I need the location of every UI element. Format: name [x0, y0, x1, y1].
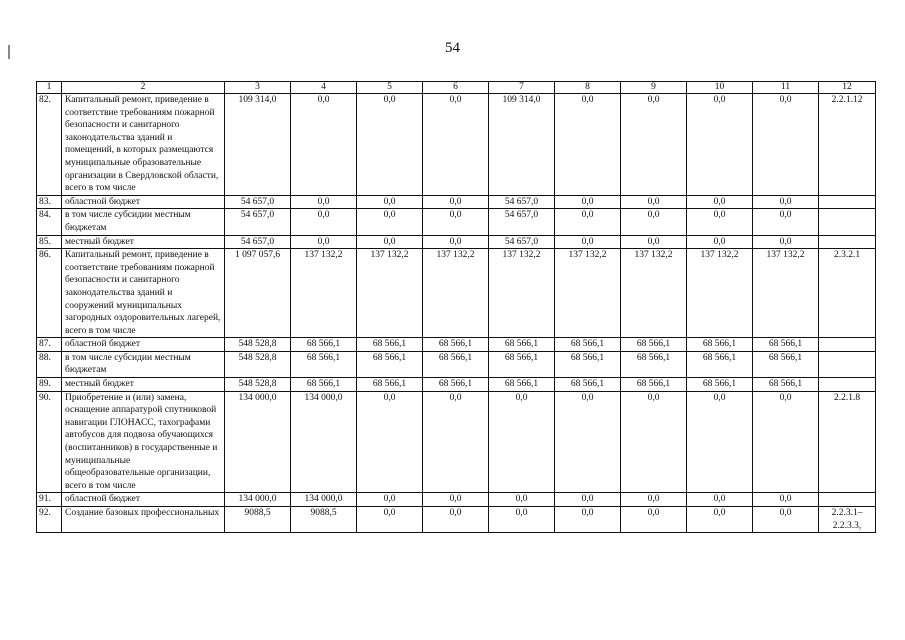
row-code: [819, 195, 876, 209]
row-value: 109 314,0: [489, 94, 555, 196]
row-value: 68 566,1: [291, 351, 357, 377]
header-cell: 1: [37, 82, 62, 94]
row-code: [819, 378, 876, 392]
row-name: областной бюджет: [62, 338, 225, 352]
row-code: 2.3.2.1: [819, 249, 876, 338]
row-value: 68 566,1: [555, 351, 621, 377]
row-value: 0,0: [291, 209, 357, 235]
row-number: 83.: [37, 195, 62, 209]
row-name: в том числе субсидии местным бюджетам: [62, 209, 225, 235]
header-cell: 3: [225, 82, 291, 94]
row-value: 0,0: [555, 507, 621, 533]
row-code: 2.2.3.1– 2.2.3.3,: [819, 507, 876, 533]
row-value: 0,0: [621, 94, 687, 196]
row-value: 137 132,2: [753, 249, 819, 338]
row-value: 0,0: [291, 195, 357, 209]
row-value: 0,0: [489, 391, 555, 493]
table-row: [37, 338, 876, 352]
row-number: 92.: [37, 507, 62, 533]
row-value: 54 657,0: [225, 195, 291, 209]
header-row: [37, 82, 876, 94]
row-code: [819, 351, 876, 377]
row-value: 68 566,1: [555, 338, 621, 352]
row-value: 68 566,1: [753, 338, 819, 352]
row-value: 0,0: [423, 493, 489, 507]
row-value: 0,0: [687, 493, 753, 507]
row-value: 0,0: [753, 209, 819, 235]
row-value: 548 528,8: [225, 378, 291, 392]
row-value: 0,0: [621, 209, 687, 235]
row-code: [819, 209, 876, 235]
row-value: 68 566,1: [687, 351, 753, 377]
row-number: 85.: [37, 235, 62, 249]
row-value: 0,0: [753, 195, 819, 209]
row-value: 68 566,1: [357, 338, 423, 352]
row-value: 0,0: [423, 94, 489, 196]
row-value: 54 657,0: [489, 195, 555, 209]
row-value: 9088,5: [291, 507, 357, 533]
header-cell: 10: [687, 82, 753, 94]
row-value: 0,0: [423, 209, 489, 235]
table-row: [37, 209, 876, 235]
row-value: 68 566,1: [621, 351, 687, 377]
row-name: Приобретение и (или) замена, оснащение аппаратурой спутниковой навигации ГЛОНАСС, тахографами автобусов для подвоза обучающихся (воспитанников) в государственные и муниципальные общеобразовательные организации, всего в том числе: [62, 391, 225, 493]
row-value: 68 566,1: [753, 378, 819, 392]
table-row: [37, 249, 876, 338]
row-value: 137 132,2: [621, 249, 687, 338]
row-value: 0,0: [687, 391, 753, 493]
row-value: 0,0: [357, 507, 423, 533]
row-value: 137 132,2: [291, 249, 357, 338]
row-number: 84.: [37, 209, 62, 235]
row-value: 68 566,1: [555, 378, 621, 392]
row-value: 68 566,1: [753, 351, 819, 377]
scan-edge-mark: [8, 45, 10, 59]
row-value: 68 566,1: [621, 378, 687, 392]
row-value: 0,0: [555, 94, 621, 196]
row-value: 54 657,0: [489, 235, 555, 249]
table-row: [37, 94, 876, 196]
row-value: 68 566,1: [291, 338, 357, 352]
row-value: 68 566,1: [291, 378, 357, 392]
row-value: 0,0: [687, 94, 753, 196]
row-value: 137 132,2: [687, 249, 753, 338]
row-value: 134 000,0: [291, 391, 357, 493]
row-value: 0,0: [621, 507, 687, 533]
row-value: 0,0: [753, 235, 819, 249]
row-value: 68 566,1: [489, 351, 555, 377]
row-value: 68 566,1: [357, 378, 423, 392]
row-value: 68 566,1: [489, 378, 555, 392]
table-row: [37, 507, 876, 533]
row-value: 68 566,1: [489, 338, 555, 352]
row-value: 68 566,1: [687, 378, 753, 392]
row-value: 137 132,2: [357, 249, 423, 338]
header-cell: 6: [423, 82, 489, 94]
row-value: 0,0: [291, 94, 357, 196]
row-name: Капитальный ремонт, приведение в соответствие требованиям пожарной безопасности и санитарного законодательства зданий и сооружений муниципальных загородных оздоровительных лагерей, всего в том числе: [62, 249, 225, 338]
row-value: 0,0: [357, 235, 423, 249]
row-value: 0,0: [555, 235, 621, 249]
row-value: 0,0: [555, 195, 621, 209]
row-value: 137 132,2: [555, 249, 621, 338]
row-value: 0,0: [687, 507, 753, 533]
row-value: 54 657,0: [225, 235, 291, 249]
row-value: 137 132,2: [423, 249, 489, 338]
row-value: 0,0: [555, 391, 621, 493]
table-row: [37, 391, 876, 493]
row-value: 0,0: [357, 209, 423, 235]
row-name: областной бюджет: [62, 195, 225, 209]
row-value: 0,0: [357, 94, 423, 196]
row-name: областной бюджет: [62, 493, 225, 507]
header-cell: 8: [555, 82, 621, 94]
row-value: 0,0: [291, 235, 357, 249]
header-cell: 7: [489, 82, 555, 94]
row-name: местный бюджет: [62, 378, 225, 392]
header-cell: 11: [753, 82, 819, 94]
budget-table: [36, 81, 876, 533]
row-name: Создание базовых профессиональных: [62, 507, 225, 533]
row-code: 2.2.1.12: [819, 94, 876, 196]
row-number: 86.: [37, 249, 62, 338]
row-value: 68 566,1: [687, 338, 753, 352]
row-value: 0,0: [357, 493, 423, 507]
row-value: 0,0: [423, 507, 489, 533]
row-value: 68 566,1: [357, 351, 423, 377]
row-value: 134 000,0: [291, 493, 357, 507]
row-value: 0,0: [555, 209, 621, 235]
row-value: 0,0: [753, 94, 819, 196]
row-value: 1 097 057,6: [225, 249, 291, 338]
header-cell: 5: [357, 82, 423, 94]
row-code: [819, 235, 876, 249]
row-number: 91.: [37, 493, 62, 507]
row-value: 0,0: [687, 195, 753, 209]
table-row: [37, 493, 876, 507]
row-name: в том числе субсидии местным бюджетам: [62, 351, 225, 377]
header-cell: 4: [291, 82, 357, 94]
table-row: [37, 351, 876, 377]
row-value: 0,0: [423, 391, 489, 493]
row-number: 90.: [37, 391, 62, 493]
row-value: 109 314,0: [225, 94, 291, 196]
table-body: [37, 94, 876, 533]
row-value: 0,0: [555, 493, 621, 507]
row-value: 134 000,0: [225, 493, 291, 507]
header-cell: 12: [819, 82, 876, 94]
header-cell: 9: [621, 82, 687, 94]
row-value: 548 528,8: [225, 338, 291, 352]
row-number: 82.: [37, 94, 62, 196]
row-value: 0,0: [621, 235, 687, 249]
row-value: 134 000,0: [225, 391, 291, 493]
row-code: [819, 338, 876, 352]
row-value: 548 528,8: [225, 351, 291, 377]
table-row: [37, 378, 876, 392]
row-value: 54 657,0: [489, 209, 555, 235]
row-value: 0,0: [489, 507, 555, 533]
row-number: 89.: [37, 378, 62, 392]
header-cell: 2: [62, 82, 225, 94]
row-value: 68 566,1: [621, 338, 687, 352]
table-row: [37, 195, 876, 209]
table-row: [37, 235, 876, 249]
row-value: 0,0: [687, 209, 753, 235]
row-value: 0,0: [621, 493, 687, 507]
row-value: 0,0: [753, 391, 819, 493]
row-value: 0,0: [423, 195, 489, 209]
row-value: 0,0: [687, 235, 753, 249]
row-value: 9088,5: [225, 507, 291, 533]
row-value: 0,0: [423, 235, 489, 249]
row-code: 2.2.1.8: [819, 391, 876, 493]
page-number: 54: [445, 40, 460, 56]
row-value: 0,0: [753, 493, 819, 507]
row-value: 68 566,1: [423, 351, 489, 377]
row-name: местный бюджет: [62, 235, 225, 249]
row-value: 0,0: [357, 391, 423, 493]
row-value: 68 566,1: [423, 338, 489, 352]
row-number: 88.: [37, 351, 62, 377]
row-name: Капитальный ремонт, приведение в соответствие требованиям пожарной безопасности и санитарного законодательства зданий и помещений, в которых размещаются муниципальные образовательные организации в Свердловской области, всего в том числе: [62, 94, 225, 196]
row-value: 0,0: [621, 195, 687, 209]
row-value: 0,0: [489, 493, 555, 507]
row-value: 54 657,0: [225, 209, 291, 235]
row-value: 68 566,1: [423, 378, 489, 392]
row-number: 87.: [37, 338, 62, 352]
row-value: 0,0: [621, 391, 687, 493]
row-value: 137 132,2: [489, 249, 555, 338]
row-value: 0,0: [357, 195, 423, 209]
row-code: [819, 493, 876, 507]
row-value: 0,0: [753, 507, 819, 533]
